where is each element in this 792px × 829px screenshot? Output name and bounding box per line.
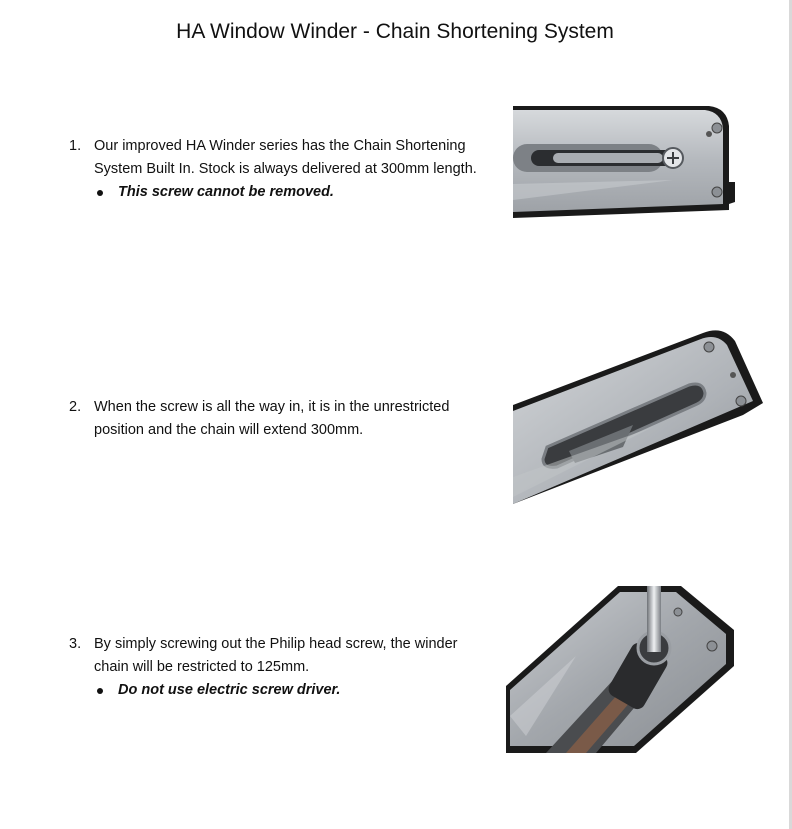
list-item-3: [64, 633, 484, 702]
list-item-text: When the screw is all the way in, it is in the unrestricted position and the chain will extend 300mm.: [94, 399, 450, 438]
bullet-note: [94, 181, 484, 204]
winder-screw-unrestricted-photo: [513, 327, 763, 504]
list-item-2: [64, 396, 484, 442]
winder-chain-closed-photo: [513, 104, 735, 218]
list-item-text: Our improved HA Winder series has the Chain Shortening System Built In. Stock is always delivered at 300mm length.: [94, 138, 477, 177]
bullet-icon: [97, 688, 103, 694]
page-title: HA Window Winder - Chain Shortening System: [176, 20, 614, 43]
list-number: 2.: [69, 399, 82, 415]
bullet-note-text: This screw cannot be removed.: [118, 184, 334, 200]
list-number: 3.: [69, 636, 82, 652]
bullet-note: [94, 679, 484, 702]
list-item-1: [64, 135, 484, 204]
list-item-text: By simply screwing out the Philip head screw, the winder chain will be restricted to 125mm.: [94, 636, 458, 675]
bullet-icon: [97, 190, 103, 196]
winder-screwdriver-photo: [506, 586, 734, 753]
list-number: 1.: [69, 138, 82, 154]
bullet-note-text: Do not use electric screw driver.: [118, 682, 341, 698]
